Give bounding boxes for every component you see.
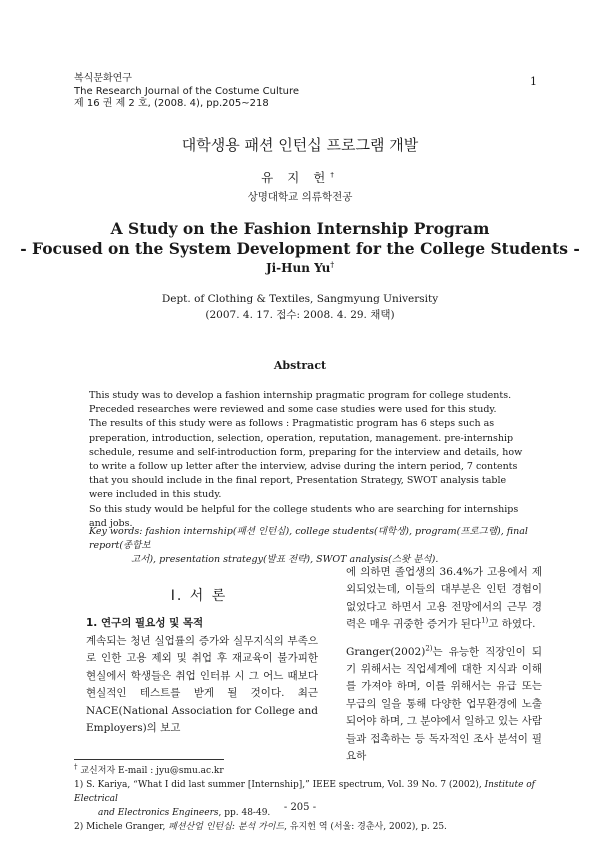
- page-number: - 205 -: [283, 802, 317, 813]
- body-right-column: [346, 564, 542, 765]
- korean-affiliation: 상명대학교 의류학전공: [247, 191, 353, 203]
- footnote-ref-2: 2): [425, 644, 433, 653]
- abstract-heading: Abstract: [273, 359, 327, 372]
- footnote-1-publisher-cont: and Electronics Engineers: [98, 808, 219, 818]
- keywords: [89, 525, 529, 567]
- english-affiliation: Dept. of Clothing & Textiles, Sangmyung University: [161, 293, 439, 305]
- body-right-paragraph-1: [346, 564, 542, 634]
- body-right-paragraph-2: [346, 644, 542, 766]
- english-title-line2: - Focused on the System Development for the College Students -: [20, 239, 580, 258]
- keywords-line2: 고서), presentation strategy(발표 전략), SWOT analysis(스왓 분석).: [131, 554, 439, 565]
- footnotes: [74, 764, 544, 834]
- footnote-2-author: 2) Michele Granger,: [74, 822, 169, 832]
- abstract-paragraph-2: The results of this study were as follows : Pragmatistic program has 6 steps such as preperation, introduction, selection, operation, reputation, management. pre-internship schedule, resume and self-introduction form, preparing for the interview and details, how to write a follow up letter after the interview, advise during the intern period, 7 contents that you should include in the final report, Presentation Strategy, SWOT analysis table were included in this study.: [89, 418, 523, 501]
- body-left-column: 계속되는 청년 실업률의 증가와 실무지식의 부족으로 인한 고용 제외 및 취업 후 재교육이 불가피한 현실에서 학생들은 취업 인터뷰 시 그 어느 때보다 현실적인 테스트를 받게 될 것이다. 최근 NACE(National Association for College and Employers)의 보고: [86, 635, 318, 735]
- footnote-1-publisher: Institute of Electrical: [74, 780, 536, 804]
- footnote-1-pages: , pp. 48-49.: [218, 808, 271, 818]
- korean-author-name: 유 지 헌: [261, 170, 331, 185]
- english-title: [0, 219, 600, 259]
- korean-title: 대학생용 패션 인턴십 프로그램 개발: [181, 136, 419, 154]
- korean-author-mark: †: [330, 170, 339, 179]
- page-mark: 1: [530, 75, 537, 88]
- section-subtitle: 1. 연구의 필요성 및 목적: [86, 617, 204, 629]
- abstract-paragraph-1: This study was to develop a fashion internship pragmatic program for college students. Preceded researches were reviewed and some case studies were used for this study.: [89, 390, 512, 416]
- journal-volume: 제 16 권 제 2 호, (2008. 4), pp.205~218: [74, 98, 269, 109]
- journal-header: [74, 73, 299, 111]
- english-affiliation-block: [0, 291, 600, 323]
- footnote-2-book-title: 패션산업 인턴십: 분석 가이드: [168, 822, 285, 832]
- abstract-body: [89, 389, 533, 531]
- body-right-p1-text-b: 고 하였다.: [488, 618, 536, 631]
- english-author-name: Ji-Hun Yu: [265, 261, 331, 275]
- english-title-line1: A Study on the Fashion Internship Program: [110, 219, 490, 238]
- corresponding-mark: †: [74, 763, 78, 771]
- footnote-1-text: 1) S. Kariya, “What I did last summer [Internship],” IEEE spectrum, Vol. 39 No. 7 (2002),: [74, 780, 485, 790]
- body-right-p2-text-a: Granger(2002): [346, 645, 426, 658]
- footnote-divider: [74, 759, 224, 760]
- english-author: [0, 261, 600, 275]
- english-author-mark: †: [330, 260, 335, 269]
- journal-name-english: The Research Journal of the Costume Culture: [74, 85, 300, 97]
- abstract-paragraph-3: So this study would be helpful for the college students who are searching for internships and jobs.: [89, 503, 519, 529]
- body-right-p1-text-a: 에 의하면 졸업생의 36.4%가 고용에서 제외되었는데, 이들의 대부분은 인턴 경험이 없었다고 하면서 고용 전망에서의 근무 경력은 매우 귀중한 증거가 된다: [346, 566, 542, 631]
- section-title: Ⅰ. 서 론: [170, 588, 228, 604]
- corresponding-author: [74, 764, 544, 778]
- body-right-p2-text-b: 는 유능한 직장인이 되기 위해서는 직업세계에 대한 지식과 이해를 가져야 하며, 이를 위해서는 유급 또는 무급의 일을 통해 다양한 업무환경에 노출되어야 하며, 그 분야에서 일하고 있는 사람들과 접촉하는 등 독자적인 조사 분석이 필요하: [346, 645, 542, 763]
- korean-author: [0, 168, 600, 186]
- footnote-2-details: , 유지헌 역 (서울: 경춘사, 2002), p. 25.: [284, 822, 447, 832]
- received-dates: (2007. 4. 17. 접수: 2008. 4. 29. 채택): [205, 309, 395, 321]
- corresponding-email: 교신저자 E-mail : jyu@smu.ac.kr: [77, 766, 224, 776]
- footnote-ref-1: 1): [481, 616, 489, 625]
- footnote-2: [74, 820, 544, 834]
- keywords-line1: Key words: fashion internship(패션 인턴십), college students(대학생), program(프로그램), final report(종합보: [89, 526, 528, 551]
- journal-name-korean: 복식문화연구: [74, 73, 132, 84]
